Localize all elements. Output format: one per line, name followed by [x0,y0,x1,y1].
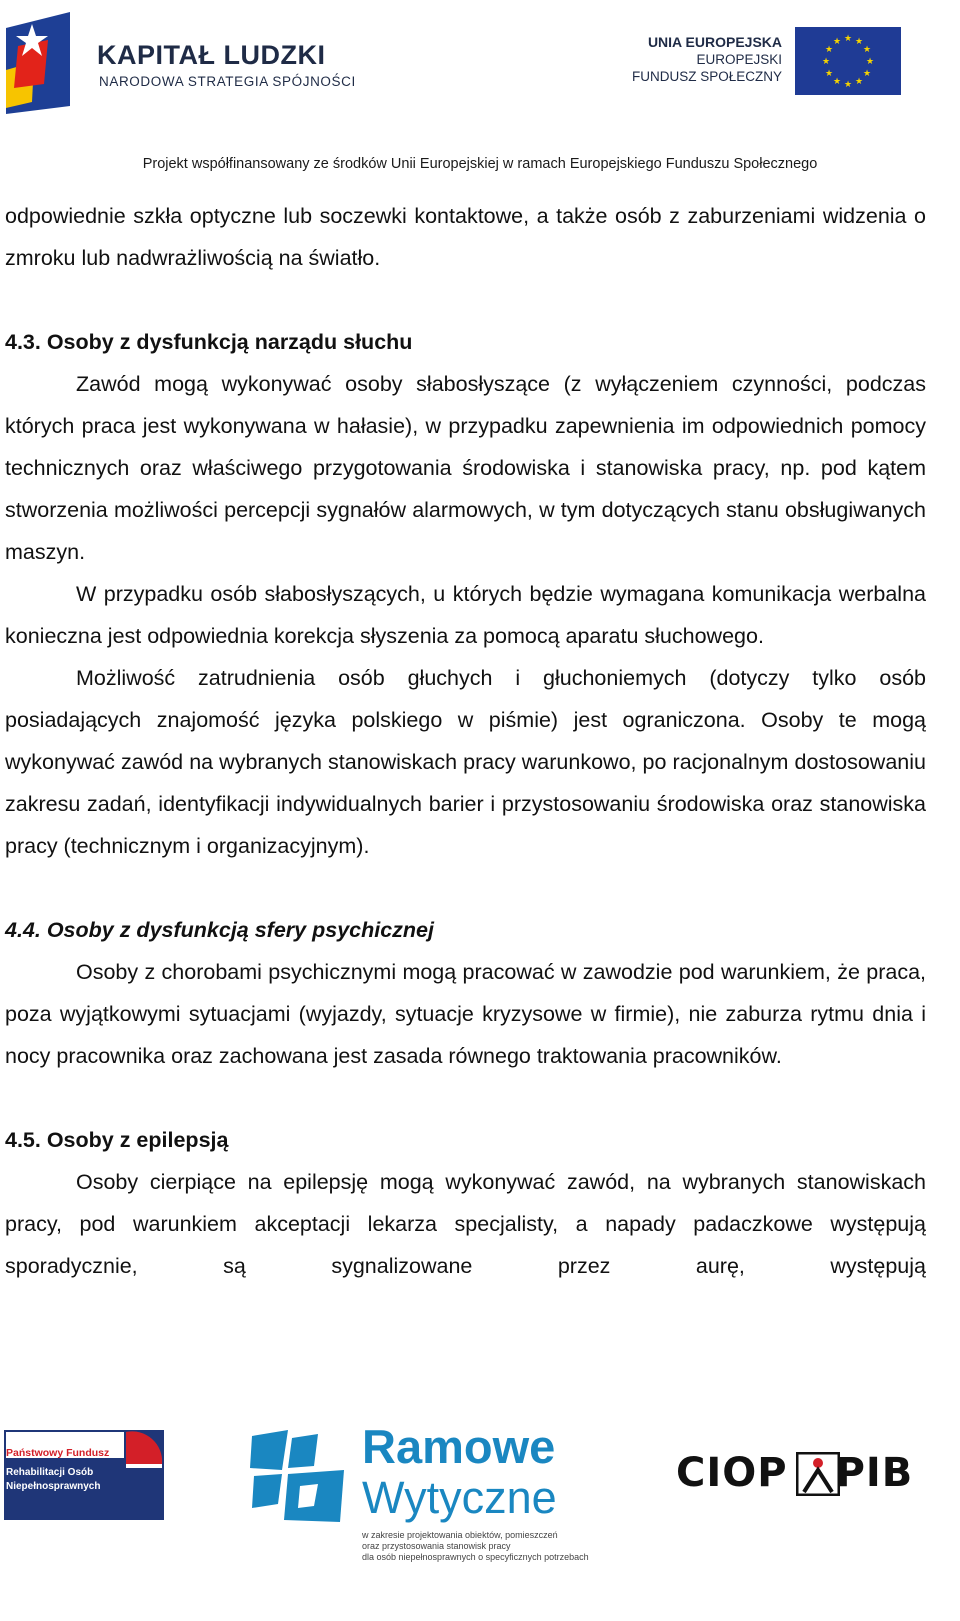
pfron-text [6,1446,109,1494]
cofinancing-text: Projekt współfinansowany ze środków Unii Europejskiej w ramach Europejskiego Funduszu Społecznego [142,156,818,172]
eu-line-1: UNIA EUROPEJSKA [647,34,782,50]
svg-text:★: ★ [854,76,864,86]
ciop-text: CIOP [676,1450,788,1496]
kapital-ludzki-title: KAPITAŁ LUDZKI [97,40,326,70]
ramowe-note-line-3: dla osób niepełnosprawnych o specyficznych potrzebach [362,1552,589,1562]
eu-text-block [632,34,782,85]
kapital-ludzki-subtitle: NARODOWA STRATEGIA SPÓJNOŚCI [99,74,356,89]
pib-text: PIB [835,1450,914,1496]
ramowe-note-line-2: oraz przystosowania stanowisk pracy [362,1541,511,1551]
paragraph-4-3-c: Możliwość zatrudnienia osób głuchych i głuchoniemych (dotyczy tylko osób posiadających znajomość języka polskiego w piśmie) jest ograniczona. Osoby te mogą wykonywać zawód na wybranych stanowiskach pracy warunkowo, po racjonalnym dostosowaniu zakresu zadań, identyfikacji indywidualnych barier i przystosowaniu środowiska oraz stanowiska pracy (technicznym i organizacyjnym). [5,666,926,858]
kapital-ludzki-logo [4,6,74,114]
page-footer [0,1420,960,1621]
pfron-line-2: Rehabilitacji Osób [6,1467,94,1478]
ciop-person-icon [796,1452,840,1496]
paragraph-4-3-b: W przypadku osób słabosłyszących, u których będzie wymagana komunikacja werbalna konieczna jest odpowiednia korekcja słyszenia za pomocą aparatu słuchowego. [5,582,926,648]
section-heading-4-5: 4.5. Osoby z epilepsją [5,1128,229,1152]
wytyczne-title: Wytyczne [362,1472,557,1523]
svg-text:★: ★ [824,68,834,78]
ramowe-title: Ramowe [362,1420,556,1473]
paragraph-continued: odpowiednie szkła optyczne lub soczewki kontaktowe, a także osób z zaburzeniami widzenia o zmroku lub nadwrażliwością na światło. [5,204,926,270]
pfron-line-3: Niepełnosprawnych [6,1481,101,1492]
svg-text:★: ★ [821,56,831,66]
page-header [0,0,960,190]
paragraph-4-3-a: Zawód mogą wykonywać osoby słabosłyszące (z wyłączeniem czynności, podczas których praca jest wykonywana w hałasie), w przypadku zapewnienia im odpowiednich pomocy technicznych oraz właściwego przygotowania środowiska i stanowiska pracy, np. pod kątem stworzenia możliwości percepcji sygnałów alarmowych, w tym dotyczących stanu obsługiwanych maszyn. [5,372,926,564]
cofinancing-note [0,156,960,172]
eu-line-3: FUNDUSZ SPOŁECZNY [631,69,782,84]
svg-text:★: ★ [843,79,853,89]
ramowe-wytyczne-icon [248,1426,348,1526]
section-heading-4-4: 4.4. Osoby z dysfunkcją sfery psychicznej [5,918,434,942]
svg-text:★: ★ [862,68,872,78]
ciop-pib-logo [676,1450,913,1496]
svg-text:★: ★ [865,56,875,66]
svg-text:★: ★ [832,76,842,86]
ramowe-note [362,1530,589,1563]
eu-flag-icon [795,27,901,95]
spacer [5,279,926,321]
pfron-line-1: Państwowy Fundusz [6,1447,110,1459]
spacer [5,1077,926,1119]
svg-text:★: ★ [862,44,872,54]
svg-text:★: ★ [824,44,834,54]
paragraph-4-4: Osoby z chorobami psychicznymi mogą pracować w zawodzie pod warunkiem, że praca, poza wyjątkowymi sytuacjami (wyjazdy, sytuacje kryzysowe w firmie), nie zaburza rytmu dnia i nocy pracownika oraz zachowana jest zasada równego traktowania pracowników. [5,960,926,1068]
spacer [5,867,926,909]
ramowe-note-line-1: w zakresie projektowania obiektów, pomieszczeń [362,1530,558,1540]
svg-text:★: ★ [843,33,853,43]
paragraph-4-5: Osoby cierpiące na epilepsję mogą wykonywać zawód, na wybranych stanowiskach pracy, pod warunkiem akceptacji lekarza specjalisty, a napady padaczkowe występują sporadycznie, są sygnalizowane przez aurę, występują [5,1170,926,1278]
svg-text:★: ★ [832,36,842,46]
section-heading-4-3: 4.3. Osoby z dysfunkcją narządu słuchu [5,330,413,354]
eu-line-2: EUROPEJSKI [696,52,782,67]
svg-text:★: ★ [854,36,864,46]
document-body [5,195,926,1287]
